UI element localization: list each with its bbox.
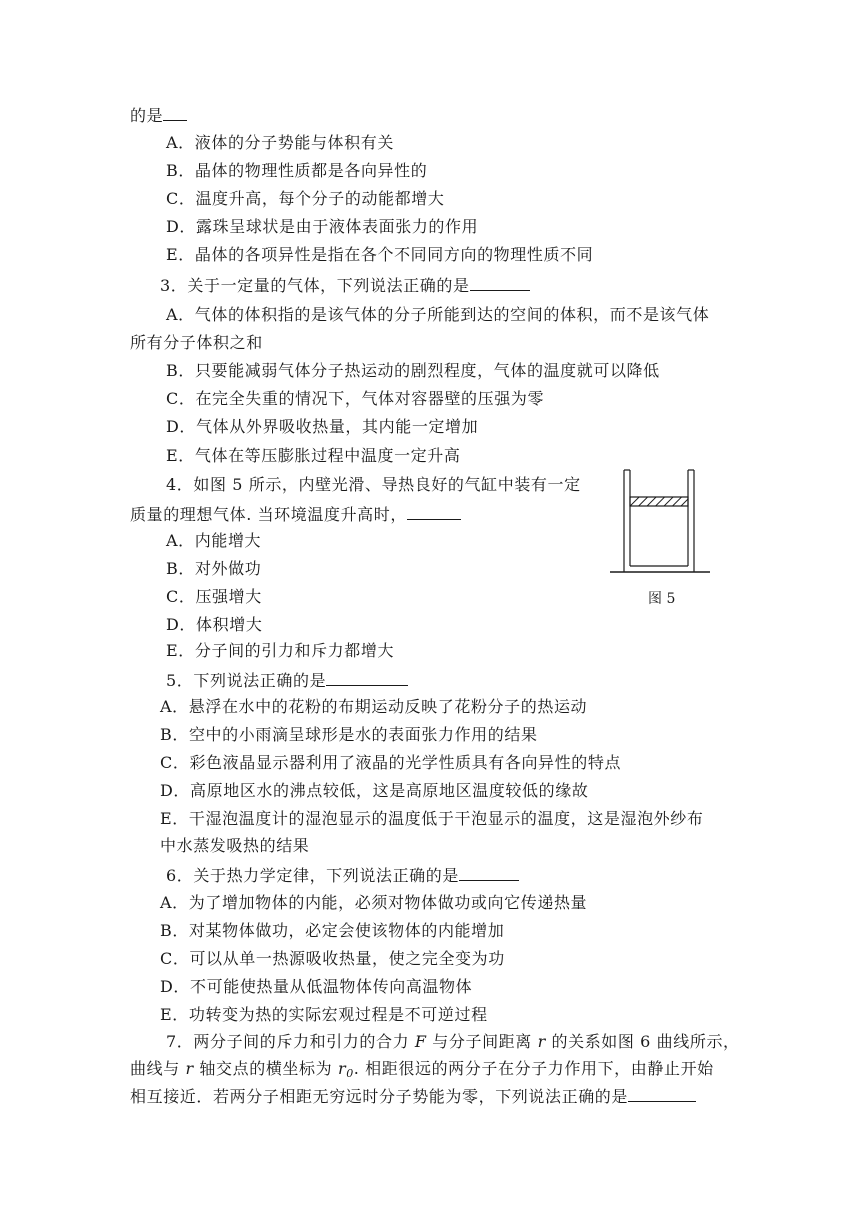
- q4-stem-line2: 质量的理想气体. 当环境温度升高时，: [130, 503, 461, 525]
- q4-option-c: C．压强增大: [166, 587, 262, 606]
- q4-option-a: A．内能增大: [166, 531, 262, 550]
- var-r-axis: r: [185, 1059, 194, 1078]
- q6-option-d: D．不可能使热量从低温物体传向高温物体: [160, 977, 473, 996]
- q3-option-a-line1: A．气体的体积指的是该气体的分子所能到达的空间的体积，而不是该气体: [166, 305, 710, 324]
- q6-option-c: C．可以从单一热源吸收热量，使之完全变为功: [160, 949, 505, 968]
- q5-option-b: B．空中的小雨滴呈球形是水的表面张力作用的结果: [160, 725, 538, 744]
- q3-option-e: E．气体在等压膨胀过程中温度一定升高: [166, 446, 461, 465]
- q5-option-e-line1: E．干湿泡温度计的湿泡显示的温度低于干泡显示的温度，这是湿泡外纱布: [160, 809, 704, 828]
- q7-line3: 相互接近．若两分子相距无穷远时分子势能为零，下列说法正确的是: [130, 1085, 696, 1107]
- q2-option-b: B．晶体的物理性质都是各向异性的: [166, 161, 428, 180]
- q2-option-d: D．露珠呈球状是由于液体表面张力的作用: [166, 217, 479, 236]
- q6-stem: 6．关于热力学定律，下列说法正确的是: [166, 864, 519, 886]
- q3-option-d: D．气体从外界吸收热量，其内能一定增加: [166, 417, 479, 436]
- var-r0: $r_0$: [337, 1059, 354, 1080]
- q4-option-d: D．体积增大: [166, 615, 263, 634]
- q5-option-d: D．高原地区水的沸点较低，这是高原地区温度较低的缘故: [160, 781, 589, 800]
- q2-option-a: A．液体的分子势能与体积有关: [166, 133, 394, 152]
- piston: [630, 497, 688, 506]
- q5-stem: 5．下列说法正确的是: [166, 669, 408, 691]
- q7-line2: 曲线与 r 轴交点的横坐标为 $r_0$. 相距很远的两分子在分子力作用下，由静止开始: [130, 1059, 714, 1080]
- q6-option-e: E．功转变为热的实际宏观过程是不可逆过程: [160, 1005, 488, 1024]
- q4-option-e: E．分子间的引力和斥力都增大: [166, 641, 395, 660]
- figure-caption: 图 5: [648, 591, 676, 607]
- q3-option-b: B．只要能减弱气体分子热运动的剧烈程度，气体的温度就可以降低: [166, 361, 660, 380]
- q4-stem-line1: 4．如图 5 所示，内壁光滑、导热良好的气缸中装有一定: [166, 475, 581, 494]
- q5-option-a: A．悬浮在水中的花粉的布期运动反映了花粉分子的热运动: [160, 697, 588, 716]
- q6-option-a: A．为了增加物体的内能，必须对物体做功或向它传递热量: [160, 893, 588, 912]
- q2-option-e: E．晶体的各项异性是指在各个不同同方向的物理性质不同: [166, 245, 594, 264]
- q3-option-a-line2: 所有分子体积之和: [130, 333, 263, 352]
- q3-option-c: C．在完全失重的情况下，气体对容器壁的压强为零: [166, 389, 545, 408]
- q6-option-b: B．对某物体做功，必定会使该物体的内能增加: [160, 921, 505, 940]
- q5-option-c: C．彩色液晶显示器利用了液晶的光学性质具有各向异性的特点: [160, 753, 622, 772]
- q3-stem: 3．关于一定量的气体，下列说法正确的是: [160, 274, 530, 296]
- q2-option-c: C．温度升高，每个分子的动能都增大: [166, 189, 445, 208]
- var-r: r: [537, 1032, 546, 1051]
- q7-line1: 7．两分子间的斥力和引力的合力 F 与分子间距离 r 的关系如图 6 曲线所示，: [166, 1032, 740, 1051]
- q4-option-b: B．对外做功: [166, 559, 262, 578]
- q2-stem-tail: 的是: [130, 104, 187, 126]
- cylinder-figure: [608, 468, 712, 578]
- var-F: F: [414, 1032, 427, 1051]
- q5-option-e-line2: 中水蒸发吸热的结果: [160, 836, 310, 855]
